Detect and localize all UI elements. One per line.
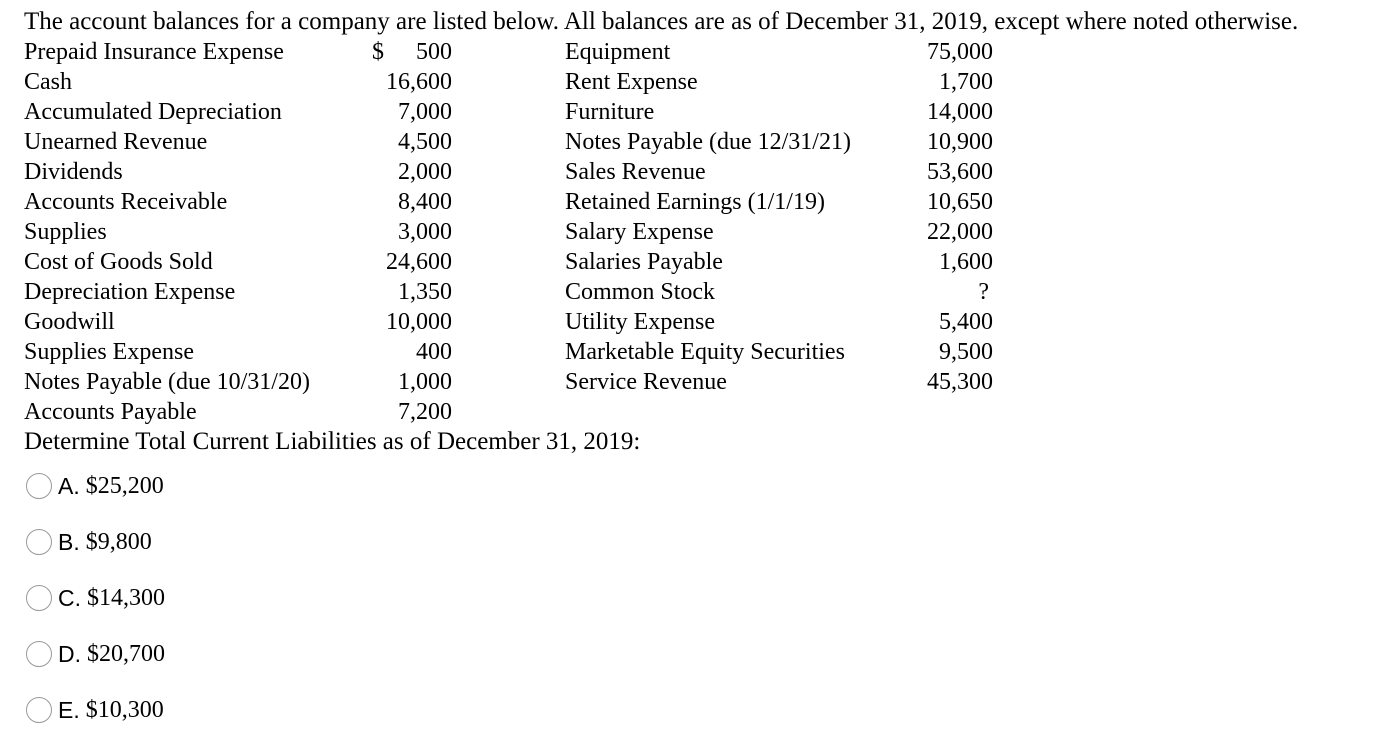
account-value: 5,400 [939,309,993,335]
radio-button[interactable] [26,697,52,723]
account-value: 2,000 [398,159,452,185]
account-label: Equipment [565,39,671,65]
account-label: Supplies [24,219,107,245]
radio-button[interactable] [26,529,52,555]
account-value: 45,300 [927,369,993,395]
option-text: $14,300 [87,584,165,611]
account-label: Sales Revenue [565,159,706,185]
account-label: Cash [24,69,72,95]
account-label: Rent Expense [565,69,698,95]
option-text: $25,200 [85,472,164,499]
account-value: 500 [416,39,452,65]
answer-option[interactable] [26,694,164,726]
account-value: 24,600 [386,249,452,275]
account-value: 22,000 [927,219,993,245]
account-label: Common Stock [565,279,716,305]
dollar-sign: $ [372,39,384,65]
option-letter: C. [58,584,81,611]
account-label: Unearned Revenue [24,129,208,155]
account-label: Prepaid Insurance Expense [24,39,284,65]
account-value: 16,600 [386,69,452,95]
question-text: Determine Total Current Liabilities as of December 31, 2019: [24,428,641,455]
radio-button[interactable] [26,473,52,499]
option-letter: A. [58,472,80,499]
account-label: Furniture [565,99,655,125]
account-label: Marketable Equity Securities [565,339,845,365]
account-label: Salaries Payable [565,249,723,275]
account-value: 1,700 [939,69,993,95]
account-label: Accounts Payable [24,399,197,425]
option-text: $9,800 [85,528,152,555]
account-value: 1,350 [398,279,452,305]
option-letter: D. [58,640,81,667]
account-label: Notes Payable (due 10/31/20) [24,369,310,395]
account-value: 75,000 [927,39,993,65]
account-label: Service Revenue [565,369,727,395]
account-value: 53,600 [927,159,993,185]
account-label: Utility Expense [565,309,715,335]
account-label: Depreciation Expense [24,279,236,305]
option-letter: E. [58,696,80,723]
account-value: 10,650 [927,189,993,215]
answer-option[interactable] [26,470,164,502]
answer-option[interactable] [26,526,152,558]
account-value: 10,900 [927,129,993,155]
account-label: Dividends [24,159,123,185]
answer-option[interactable] [26,638,165,670]
account-value: 10,000 [386,309,452,335]
account-value: 4,500 [398,129,452,155]
account-label: Goodwill [24,309,115,335]
account-label: Supplies Expense [24,339,194,365]
account-label: Retained Earnings (1/1/19) [565,189,825,215]
account-label: Accounts Receivable [24,189,228,215]
radio-button[interactable] [26,585,52,611]
problem-intro: The account balances for a company are listed below. All balances are as of December 31, 2019, except where noted otherwise. [24,8,1299,35]
account-label: Salary Expense [565,219,714,245]
account-value: ? [978,279,989,305]
account-value: 8,400 [398,189,452,215]
option-letter: B. [58,528,80,555]
option-text: $10,300 [85,696,164,723]
answer-option[interactable] [26,582,165,614]
account-value: 400 [416,339,452,365]
account-value: 14,000 [927,99,993,125]
account-label: Cost of Goods Sold [24,249,213,275]
account-value: 3,000 [398,219,452,245]
account-value: 7,000 [398,99,452,125]
radio-button[interactable] [26,641,52,667]
account-label: Notes Payable (due 12/31/21) [565,129,851,155]
account-value: 7,200 [398,399,452,425]
account-value: 1,600 [939,249,993,275]
account-label: Accumulated Depreciation [24,99,282,125]
account-value: 1,000 [398,369,452,395]
account-value: 9,500 [939,339,993,365]
option-text: $20,700 [87,640,165,667]
